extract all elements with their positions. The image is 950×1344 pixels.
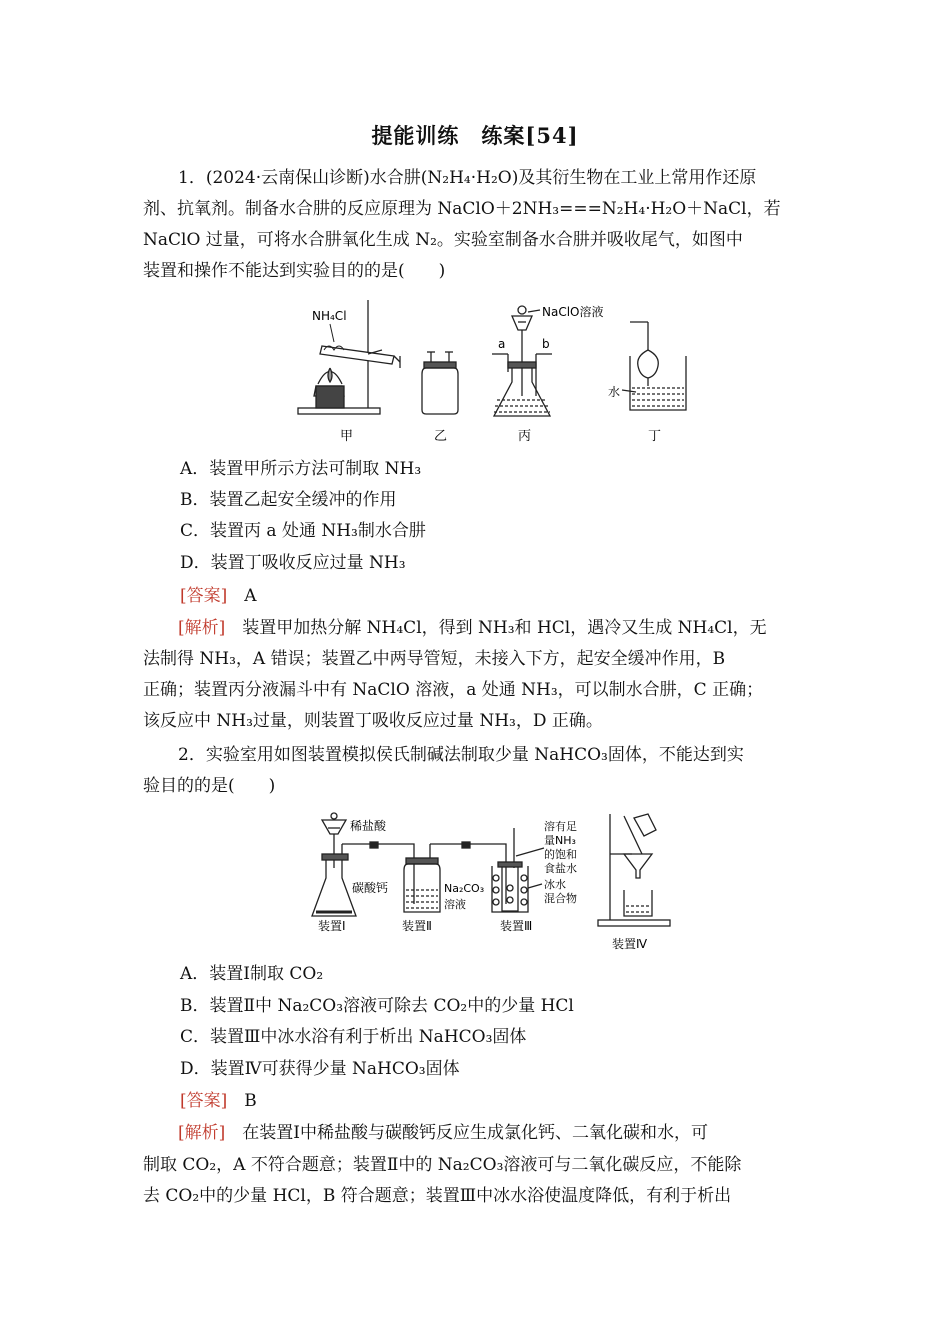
q1-apparatus-figure — [296, 296, 706, 446]
label-sat-4: 食盐水 — [544, 862, 577, 875]
q1-number: 1． — [178, 168, 206, 188]
label-b: b — [542, 337, 550, 351]
caption-1: 装置Ⅰ — [318, 919, 346, 933]
page-title: 提能训练 练案[54] — [371, 123, 579, 148]
apparatus-yi — [422, 352, 458, 414]
apparatus-ding — [622, 322, 686, 410]
apparatus-bing — [492, 306, 552, 416]
label-a: a — [498, 337, 506, 351]
label-caco3: 碳酸钙 — [352, 881, 389, 895]
q1-option-d: D．装置丁吸收反应过量 NH₃ — [180, 553, 406, 573]
caption-bing: 丙 — [518, 429, 532, 444]
q2-apparatus-figure — [306, 808, 686, 958]
q1-explain-line4: 该反应中 NH₃过量，则装置丁吸收反应过量 NH₃，D 正确。 — [143, 711, 603, 731]
caption-4: 装置Ⅳ — [612, 937, 648, 951]
label-nh4cl: NH₄Cl — [312, 309, 347, 323]
q2-number: 2． — [178, 745, 206, 765]
explain-tag: [解析] — [178, 618, 226, 638]
q1-stem-line1: 1．(2024·云南保山诊断)水合肼(N₂H₄·H₂O)及其衍生物在工业上常用作还原 — [178, 168, 757, 188]
label-na2co3-a: Na₂CO₃ — [444, 882, 485, 895]
answer-tag: [答案] — [180, 586, 228, 606]
q1-stem-line4: 装置和操作不能达到实验目的的是( ) — [143, 261, 446, 281]
q1-option-c: C．装置丙 a 处通 NH₃制水合肼 — [180, 521, 426, 541]
answer-value: B — [244, 1091, 257, 1111]
answer-value: A — [244, 586, 257, 606]
q1-explain-line2: 法制得 NH₃，A 错误；装置乙中两导管短，未接入下方，起安全缓冲作用，B — [143, 649, 726, 669]
caption-2: 装置Ⅱ — [402, 919, 432, 933]
q1-option-a: A．装置甲所示方法可制取 NH₃ — [180, 459, 422, 479]
q1-source: (2024·云南保山诊断) — [205, 168, 370, 188]
label-hcl: 稀盐酸 — [350, 819, 387, 833]
label-naclo: NaClO溶液 — [542, 305, 604, 319]
label-sat-3: 的饱和 — [544, 848, 577, 861]
q1-explain-line1: [解析] 装置甲加热分解 NH₄Cl，得到 NH₃和 HCl，遇冷又生成 NH₄Cl，无 — [178, 618, 767, 638]
apparatus-4 — [598, 814, 670, 926]
label-ice-2: 混合物 — [544, 892, 577, 905]
caption-jia: 甲 — [340, 429, 354, 444]
label-ice-1: 冰水 — [544, 878, 566, 891]
answer-tag: [答案] — [180, 1091, 228, 1111]
q1-option-b: B．装置乙起安全缓冲的作用 — [180, 490, 397, 510]
q2-option-c: C．装置Ⅲ中冰水浴有利于析出 NaHCO₃固体 — [180, 1027, 527, 1047]
q2-option-b: B．装置Ⅱ中 Na₂CO₃溶液可除去 CO₂中的少量 HCl — [180, 996, 574, 1016]
caption-3: 装置Ⅲ — [500, 919, 533, 933]
label-sat-1: 溶有足 — [544, 820, 577, 833]
q2-option-a: A．装置Ⅰ制取 CO₂ — [180, 964, 324, 984]
q2-explain-line2: 制取 CO₂，A 不符合题意；装置Ⅱ中的 Na₂CO₃溶液可与二氧化碳反应，不能除 — [143, 1155, 742, 1175]
label-sat-2: 量NH₃ — [544, 834, 576, 847]
apparatus-3 — [466, 828, 544, 912]
label-na2co3-b: 溶液 — [444, 898, 466, 911]
q1-stem-line2: 剂、抗氧剂。制备水合肼的反应原理为 NaClO＋2NH₃===N₂H₄·H₂O＋NaCl，若 — [143, 199, 781, 219]
q2-option-d: D．装置Ⅳ可获得少量 NaHCO₃固体 — [180, 1059, 460, 1079]
q2-explain-line3: 去 CO₂中的少量 HCl，B 符合题意；装置Ⅲ中冰水浴使温度降低，有利于析出 — [143, 1186, 732, 1206]
q2-answer — [180, 1086, 257, 1117]
q1-stem-line3: NaClO 过量，可将水合肼氧化生成 N₂。实验室制备水合肼并吸收尾气，如图中 — [143, 230, 743, 250]
explain-tag: [解析] — [178, 1123, 226, 1143]
q1-explain-line3: 正确；装置丙分液漏斗中有 NaClO 溶液，a 处通 NH₃，可以制水合肼，C 正确； — [143, 680, 764, 700]
label-water: 水 — [608, 385, 621, 399]
q2-explain-line1: [解析] 在装置Ⅰ中稀盐酸与碳酸钙反应生成氯化钙、二氧化碳和水，可 — [178, 1123, 708, 1143]
q1-answer — [180, 581, 257, 612]
q2-stem-line1: 2．实验室用如图装置模拟侯氏制碱法制取少量 NaHCO₃固体，不能达到实 — [178, 745, 744, 765]
caption-ding: 丁 — [648, 429, 662, 444]
q2-stem-line2: 验目的的是( ) — [143, 776, 276, 796]
caption-yi: 乙 — [434, 429, 448, 444]
